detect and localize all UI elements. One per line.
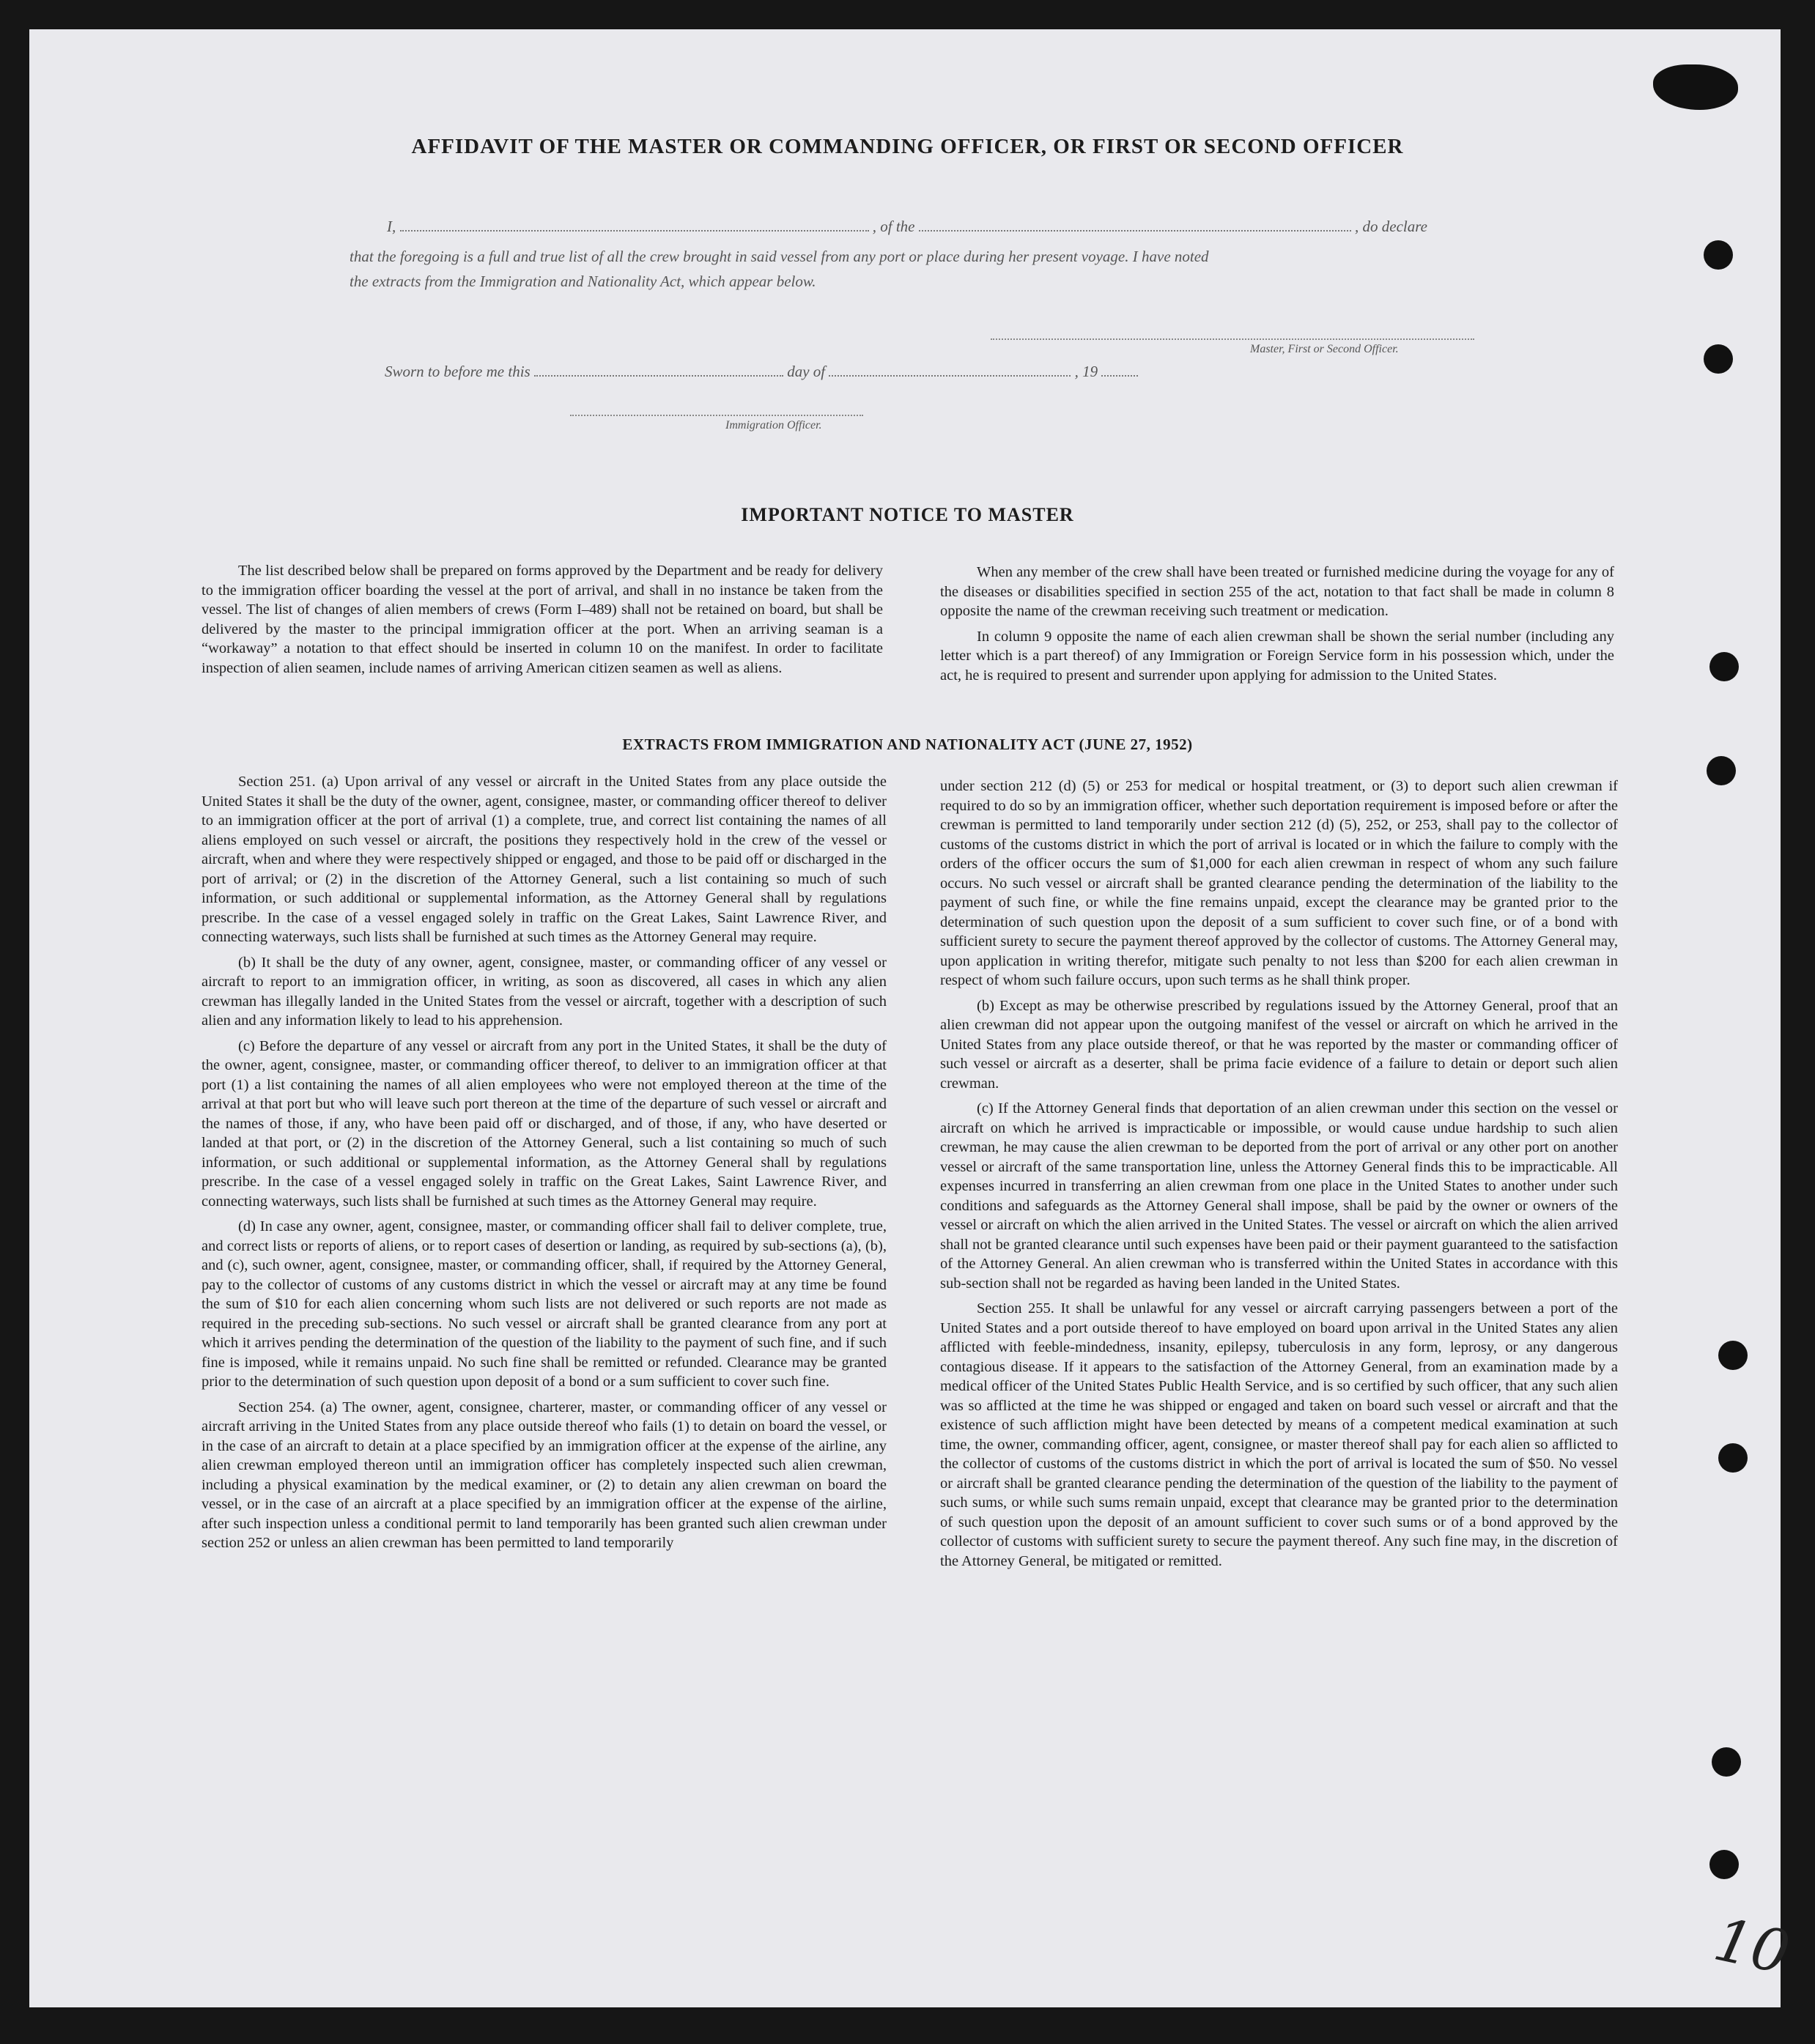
extracts-title: EXTRACTS FROM IMMIGRATION AND NATIONALITY ACT (JUNE 27, 1952) <box>622 736 1193 753</box>
notice-left-column <box>202 561 883 684</box>
section-254a: Section 254. (a) The owner, agent, consignee, charterer, master, or commanding officer of any vessel or aircraft arriving in the United States from any place outside thereof who fails (1) to detain on board the vessel, or in the case of an aircraft to detain at a place specified by an immigration officer at the expense of the airline, any alien crewman employed thereon until an immigration officer has completely inspected such alien crewman, including a physical examination by the medical examiner, or (2) to detain any alien crewman on board the vessel, or in the case of an aircraft at a place specified by an immigration officer at the expense of the airline, after such inspection unless a conditional permit to land temporarily has been granted such alien crewman under section 252 or unless an alien crewman has been permitted to land temporarily <box>202 1399 887 1551</box>
officer-signature-label: Immigration Officer. <box>725 419 822 432</box>
punch-hole <box>1712 1747 1741 1777</box>
officer-signature-line <box>570 415 863 416</box>
section-255: Section 255. It shall be unlawful for any vessel or aircraft carrying passengers between a port of the United States and a port outside thereof to have employed on board upon arrival in the United States any alien afflicted with feeble-mindedness, insanity, epilepsy, tuberculosis in any form, leprosy, or any dangerous contagious disease. If it appears to the satisfaction of the Attorney General, from an examination made by a medical officer of the United States Public Health Service, and is so certified by such officer, that any such alien was so afflicted at the time he was shipped or engaged and taken on board such vessel or aircraft and that the existence of such affliction might have been detected by means of a competent medical examination at such time, the owner, commanding officer, agent, consignee, or master thereof shall pay for each alien so afflicted to the collector of customs of the customs district in which the port of arrival is located the sum of $50. No vessel or aircraft shall be granted clearance pending the determination of the question of the liability to the payment of such sums, or while such sums remain unpaid, except that clearance may be granted prior to the determination of such question upon the deposit of an amount sufficient to cover such sums or of a bond approved by the collector of customs with sufficient surety to secure the payment thereof. Any such fine may, in the discretion of the Attorney General, be mitigated or remitted. <box>940 1300 1618 1569</box>
extracts-right-column <box>940 777 1618 1577</box>
section-251c: (c) Before the departure of any vessel or aircraft from any port in the United States, it shall be the duty of the owner, agent, consignee, master, or commanding officer thereof, to deliver to an immigration officer at that port (1) a list containing the names of all alien employees who were not employed thereon at the time of the arrival at that port but who will leave such port thereon at the time of the departure of such vessel or aircraft and the names of those, if any, who have been paid off or discharged, and of those, if any, who have deserted or landed at that port, or (2) in the discretion of the Attorney General, such a list containing so much of such information, or such additional or supplemental information, as the Attorney General shall by regulations prescribe. In the case of a vessel engaged solely in traffic on the Great Lakes, Saint Lawrence River, and connecting waterways, such lists shall be furnished at such times as the Attorney General may require. <box>202 1037 887 1210</box>
affidavit-line-1: I, , of the , do declare <box>387 218 1427 235</box>
notice-right-column <box>940 563 1614 691</box>
affidavit-line-3: the extracts from the Immigration and Nationality Act, which appear below. <box>350 273 816 290</box>
master-signature-line <box>991 338 1474 340</box>
section-254b: (b) Except as may be otherwise prescribed by regulations issued by the Attorney General, proof that an alien crewman did not appear upon the outgoing manifest of the vessel or aircraft on which he arrived in the United States from any place outside thereof, or that he was reported by the master or commanding officer of such vessel or aircraft as a deserter, shall be prima facie evidence of a failure to detain or deport such alien crewman. <box>940 997 1618 1092</box>
sworn-line: Sworn to before me this day of , 19 <box>385 362 1138 381</box>
punch-hole <box>1707 756 1736 785</box>
punch-hole <box>1709 1850 1739 1879</box>
affidavit-line-2: that the foregoing is a full and true list of all the crew brought in said vessel from any port or place during her present voyage. I have noted <box>350 248 1209 265</box>
punch-hole <box>1718 1443 1748 1473</box>
affidavit-title: AFFIDAVIT OF THE MASTER OR COMMANDING OFFICER, OR FIRST OR SECOND OFFICER <box>411 135 1404 158</box>
punch-hole <box>1718 1341 1748 1370</box>
section-251b: (b) It shall be the duty of any owner, agent, consignee, master, or commanding officer of any vessel or aircraft to report to an immigration officer, in writing, as soon as discovered, all cases in which any alien crewman has illegally landed in the United States from the vessel or aircraft, together with a description of such alien and any information likely to lead to his apprehension. <box>202 954 887 1029</box>
notice-right-paragraph: When any member of the crew shall have been treated or furnished medicine during the voyage for any of the diseases or disabilities specified in section 255 of the act, notation to that fact shall be made in column 8 opposite the name of the crewman receiving such treatment or medication. <box>940 564 1614 619</box>
master-signature-label: Master, First or Second Officer. <box>1250 343 1399 355</box>
punch-hole <box>1704 344 1733 374</box>
section-254a-continued: under section 212 (d) (5) or 253 for medical or hospital treatment, or (3) to deport such alien crewman if required to do so by an immigration officer, whether such deportation requirement is imposed before or after the crewman is permitted to land temporarily under section 212 (d) (5), 252, or 253, shall pay to the collector of customs of the customs district in which the port of arrival is located or in which the failure to comply with the orders of the officer occurs the sum of $1,000 for each alien crewman in respect of whom any such failure occurs. No such vessel or aircraft shall be granted clearance pending the determination of the liability to the payment of such fine, or while the fine remains unpaid, except the clearance may be granted prior to the determination of such question upon the deposit of a sum sufficient to cover such fine, or of a bond with sufficient surety to secure the payment thereof approved by the collector of customs. The Attorney General may, upon application in writing therefor, mitigate such penalty to not less than $200 for each alien crewman in respect of whom such failure occurs, upon such terms as he shall think proper. <box>940 778 1618 988</box>
punch-hole <box>1704 240 1733 270</box>
notice-title: IMPORTANT NOTICE TO MASTER <box>741 504 1074 525</box>
section-254c: (c) If the Attorney General finds that deportation of an alien crewman under this section on the vessel or aircraft on which he arrived is impracticable or impossible, or would cause undue hardship to such alien crewman, he may cause the alien crewman to be deported from the port of arrival or any other port on another vessel or aircraft of the same transportation line, unless the Attorney General finds this to be impracticable. All expenses incurred in transferring an alien crewman from one place in the United States to another under such conditions and safeguards as the Attorney General shall impose, shall be paid by the owner or owners of the vessel or aircraft on which the alien arrived in the United States. The vessel or aircraft on which the alien arrived shall not be granted clearance until such expenses have been paid or their payment guaranteed to the satisfaction of the Attorney General. An alien crewman who is transferred within the United States in accordance with this sub-section shall not be regarded as having been landed in the United States. <box>940 1100 1618 1292</box>
punch-hole <box>1709 652 1739 681</box>
extracts-left-column <box>202 772 887 1559</box>
section-251d: (d) In case any owner, agent, consignee, master, or commanding officer shall fail to deliver complete, true, and correct lists or reports of aliens, or to report cases of desertion or landing, as required by sub-sections (a), (b), and (c), such owner, agent, consignee, master, or commanding officer, shall, if required by the Attorney General, pay to the collector of customs of any customs district in which the vessel or aircraft may at any time be found the sum of $10 for each alien concerning whom such lists are not delivered or such reports are not made as required in the preceding sub-sections. No such vessel or aircraft shall be granted clearance from any port at which it arrives pending the determination of the question of the liability to the payment of such fine, and if such fine is imposed, while it remains unpaid. No such fine shall be remitted or refunded. Clearance may be granted prior to the determination of such question upon deposit of a bond or a sum sufficient to cover such fine. <box>202 1218 887 1390</box>
page-number: 10 <box>1708 1905 1796 1988</box>
notice-right-paragraph: In column 9 opposite the name of each alien crewman shall be shown the serial number (including any letter which is a part thereof) of any Immigration or Foreign Service form in his possession which, under the act, he is required to present and surrender upon applying for admission to the United States. <box>940 628 1614 684</box>
notice-left-paragraph: The list described below shall be prepared on forms approved by the Department and be ready for delivery to the immigration officer boarding the vessel at the port of arrival, and shall in no instance be taken from the vessel. The list of changes of alien members of crews (Form I–489) shall not be retained on board, but shall be delivered by the master to the principal immigration officer at the port. When an arriving seaman is a “workaway” a notation to that effect should be inserted in column 10 on the manifest. In order to facilitate inspection of alien seamen, include names of arriving American citizen seamen as well as aliens. <box>202 563 883 676</box>
section-251a: Section 251. (a) Upon arrival of any vessel or aircraft in the United States from any place outside the United States it shall be the duty of the owner, agent, consignee, master, or commanding officer thereof to deliver to an immigration officer at the port of arrival (1) a complete, true, and correct list containing the names of all aliens employed on such vessel or aircraft, the positions they respectively hold in the crew of the vessel or aircraft, when and where they were respectively shipped or engaged, and those to be paid off or discharged in the port of arrival; or (2) in the discretion of the Attorney General, such a list containing so much of such information, or such additional or supplemental information, as the Attorney General shall by regulations prescribe. In the case of a vessel engaged solely in traffic on the Great Lakes, Saint Lawrence River, and connecting waterways, such lists shall be furnished at such times as the Attorney General may require. <box>202 774 887 945</box>
